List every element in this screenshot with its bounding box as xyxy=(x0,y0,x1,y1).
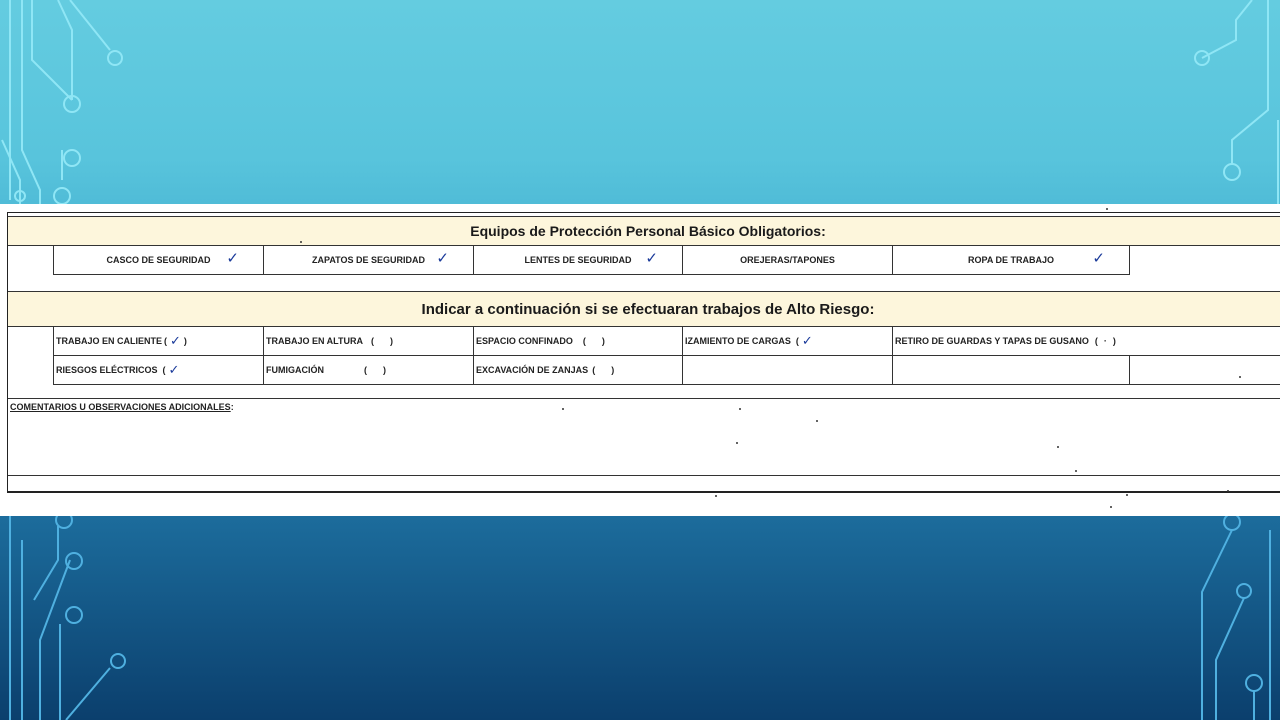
ppe-item-label: OREJERAS/TAPONES xyxy=(740,255,835,265)
ppe-section-title: Equipos de Protección Personal Básico Obligatorios: xyxy=(8,216,1280,246)
ppe-item-label: LENTES DE SEGURIDAD xyxy=(524,255,632,265)
high-risk-row-2 xyxy=(53,355,1280,385)
risk-item-label: IZAMIENTO DE CARGAS xyxy=(685,336,791,346)
risk-item-fumigation xyxy=(264,355,474,385)
checkmark-icon: ✓ xyxy=(226,249,239,267)
high-risk-section-title: Indicar a continuación si se efectuaran trabajos de Alto Riesgo: xyxy=(8,291,1280,327)
risk-item-label: TRABAJO EN ALTURA xyxy=(266,336,363,346)
open-paren: ( xyxy=(164,336,168,346)
checkmark-icon: ✓ xyxy=(801,333,813,349)
scan-speck xyxy=(736,442,738,444)
risk-item-confined-space xyxy=(474,326,683,356)
risk-item-empty-2 xyxy=(893,355,1130,385)
risk-item-empty-1 xyxy=(683,355,893,385)
ppe-item-ear-protection xyxy=(683,245,893,275)
checkmark-icon: ✓ xyxy=(645,249,658,267)
ppe-row xyxy=(53,245,1130,275)
open-paren: ( xyxy=(795,336,799,346)
risk-item-hot-work xyxy=(53,326,264,356)
scan-speck xyxy=(739,408,741,410)
scan-speck xyxy=(1110,506,1112,508)
close-paren: ) xyxy=(611,365,615,375)
close-paren: ) xyxy=(1112,336,1116,346)
ppe-item-label: CASCO DE SEGURIDAD xyxy=(106,255,211,265)
scan-speck xyxy=(300,241,302,243)
close-paren: ) xyxy=(183,336,187,346)
risk-item-empty-3 xyxy=(1130,355,1280,385)
scan-speck xyxy=(562,408,564,410)
scan-speck xyxy=(1126,494,1128,496)
ppe-item-label: ROPA DE TRABAJO xyxy=(967,255,1054,265)
risk-item-work-at-height xyxy=(264,326,474,356)
open-paren: ( xyxy=(364,365,367,375)
high-risk-row-1 xyxy=(53,326,1280,356)
close-paren: ) xyxy=(390,336,393,346)
risk-item-trench-excavation xyxy=(474,355,683,385)
ppe-item-label: ZAPATOS DE SEGURIDAD xyxy=(311,255,425,265)
close-paren: ) xyxy=(383,365,386,375)
ppe-item-hard-hat xyxy=(53,245,264,275)
ppe-item-safety-glasses xyxy=(474,245,683,275)
open-paren: ( xyxy=(592,365,596,375)
scan-speck xyxy=(715,495,717,497)
risk-item-label: EXCAVACIÓN DE ZANJAS xyxy=(476,365,589,375)
scan-speck xyxy=(1075,470,1077,472)
checkmark-icon: ✓ xyxy=(168,362,180,378)
scan-speck xyxy=(1239,376,1241,378)
risk-item-guard-removal xyxy=(893,326,1280,356)
risk-item-label: ESPACIO CONFINADO xyxy=(476,336,573,346)
checkmark-icon: ✓ xyxy=(1092,249,1105,267)
risk-item-label: RIESGOS ELÉCTRICOS xyxy=(56,365,158,375)
checkmark-icon: ✓ xyxy=(170,333,181,349)
risk-item-label: TRABAJO EN CALIENTE xyxy=(56,336,163,346)
stray-mark: · xyxy=(1103,336,1107,346)
comments-divider xyxy=(8,398,1280,399)
open-paren: ( xyxy=(371,336,374,346)
scan-speck xyxy=(1057,446,1059,448)
ppe-item-safety-shoes xyxy=(264,245,474,275)
checkmark-icon: ✓ xyxy=(436,249,449,267)
scan-speck xyxy=(1106,208,1108,210)
form-bottom-line xyxy=(8,475,1280,476)
scan-speck xyxy=(1227,490,1229,492)
open-paren: ( xyxy=(582,336,586,346)
close-paren: ) xyxy=(601,336,605,346)
scanned-form xyxy=(0,204,1280,516)
risk-item-label: RETIRO DE GUARDAS Y TAPAS DE GUSANO xyxy=(895,336,1089,346)
risk-item-load-lifting xyxy=(683,326,893,356)
comments-label: COMENTARIOS U OBSERVACIONES ADICIONALES: xyxy=(10,402,234,412)
scan-speck xyxy=(816,420,818,422)
open-paren: ( xyxy=(162,365,166,375)
open-paren: ( xyxy=(1094,336,1098,346)
ppe-item-work-clothes xyxy=(893,245,1130,275)
risk-item-label: FUMIGACIÓN xyxy=(266,365,324,375)
risk-item-electrical xyxy=(53,355,264,385)
